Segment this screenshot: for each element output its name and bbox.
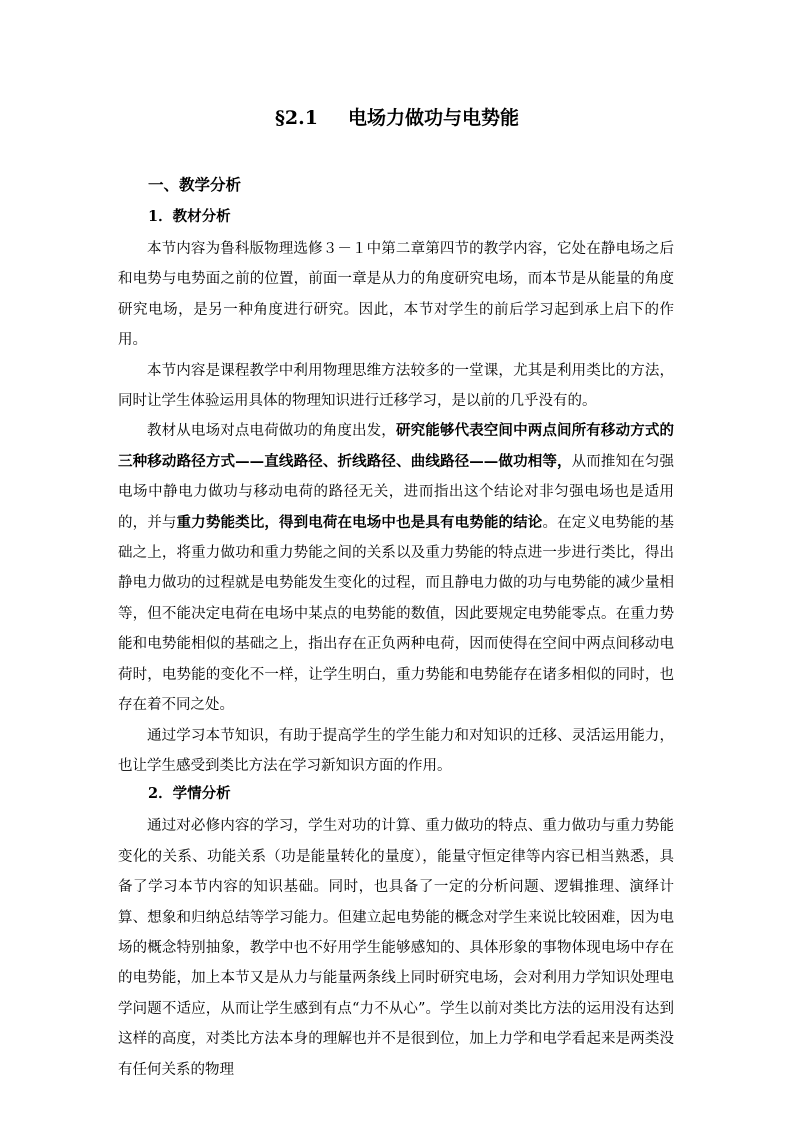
section-number: §2.1 xyxy=(274,107,318,129)
page-title xyxy=(0,104,794,132)
emphasis-text: 重力势能类比，得到电荷在电场中也是具有电势能的结论 xyxy=(176,513,543,531)
subsection-heading-student-analysis: 2．学情分析 xyxy=(148,785,231,803)
text-run: 。在定义电势能的基础之上，将重力做功和重力势能之间的关系以及重力势能的特点进一步进行类比，得出静电力做功的过程就是电势能发生变化的过程，而且静电力做的功与电势能的减少量相等，但不能决定电荷在电场中某点的电势能的数值，因此要规定电势能零点。在重力势能和电势能相似的基础之上，指出存在正负两种电荷，因而使得在空间中两点间移动电荷时，电势能的变化不一样，让学生明白，重力势能和电势能存在诸多相似的同时，也存在着不同之处。 xyxy=(118,514,675,714)
title-text: 电场力做功与电势能 xyxy=(347,107,519,129)
section-heading-teaching-analysis: 一、教学分析 xyxy=(148,175,242,194)
text-run: 从而推知在匀强电场中静电力做功与移动电荷的路径无关，进而指出这个结论对非匀强电场也是适用的，并与 xyxy=(118,453,674,531)
document-body xyxy=(118,174,674,1085)
emphasis-text: 研究能够代表空间中两点间所有移动方式的三种移动路径方式——直线路径、折线路径、曲线路径——做功相等， xyxy=(118,422,675,470)
paragraph: 本节内容为鲁科版物理选修３－１中第二章第四节的教学内容，它处在静电场之后和电势与电势面之前的位置，前面一章是从力的角度研究电场，而本节是从能量的角度研究电场，是另一种角度进行研究。因此，本节对学生的前后学习起到承上启下的作用。 xyxy=(118,241,674,349)
paragraph: 通过学习本节知识，有助于提高学生的学生能力和对知识的迁移、灵活运用能力，也让学生感受到类比方法在学习新知识方面的作用。 xyxy=(118,727,674,774)
paragraph: 本节内容是课程教学中利用物理思维方法较多的一堂课，尤其是利用类比的方法，同时让学生体验运用具体的物理知识进行迁移学习，是以前的几乎没有的。 xyxy=(118,362,674,410)
paragraph: 通过对必修内容的学习，学生对功的计算、重力做功的特点、重力做功与重力势能变化的关系、功能关系（功是能量转化的量度），能量守恒定律等内容已相当熟悉，具备了学习本节内容的知识基础。同时，也具备了一定的分析问题、逻辑推理、演绎计算、想象和归纳总结等学习能力。但建立起电势能的概念对学生来说比较困难，因为电场的概念特别抽象，教学中也不好用学生能够感知的、具体形象的事物体现电场中存在的电势能，加上本节又是从力与能量两条线上同时研究电场，会对利用力学知识处理电学问题不适应，从而让学生感到有点“力不从心”。学生以前对类比方法的运用没有达到这样的高度，对类比方法本身的理解也并不是很到位，加上力学和电学看起来是两类没有任何关系的物理 xyxy=(118,818,674,1078)
subsection-heading-textbook-analysis: 1．教材分析 xyxy=(148,208,231,225)
paragraph-with-emphasis xyxy=(118,416,674,720)
text-run: 教材从电场对点电荷做功的角度出发， xyxy=(147,423,396,440)
